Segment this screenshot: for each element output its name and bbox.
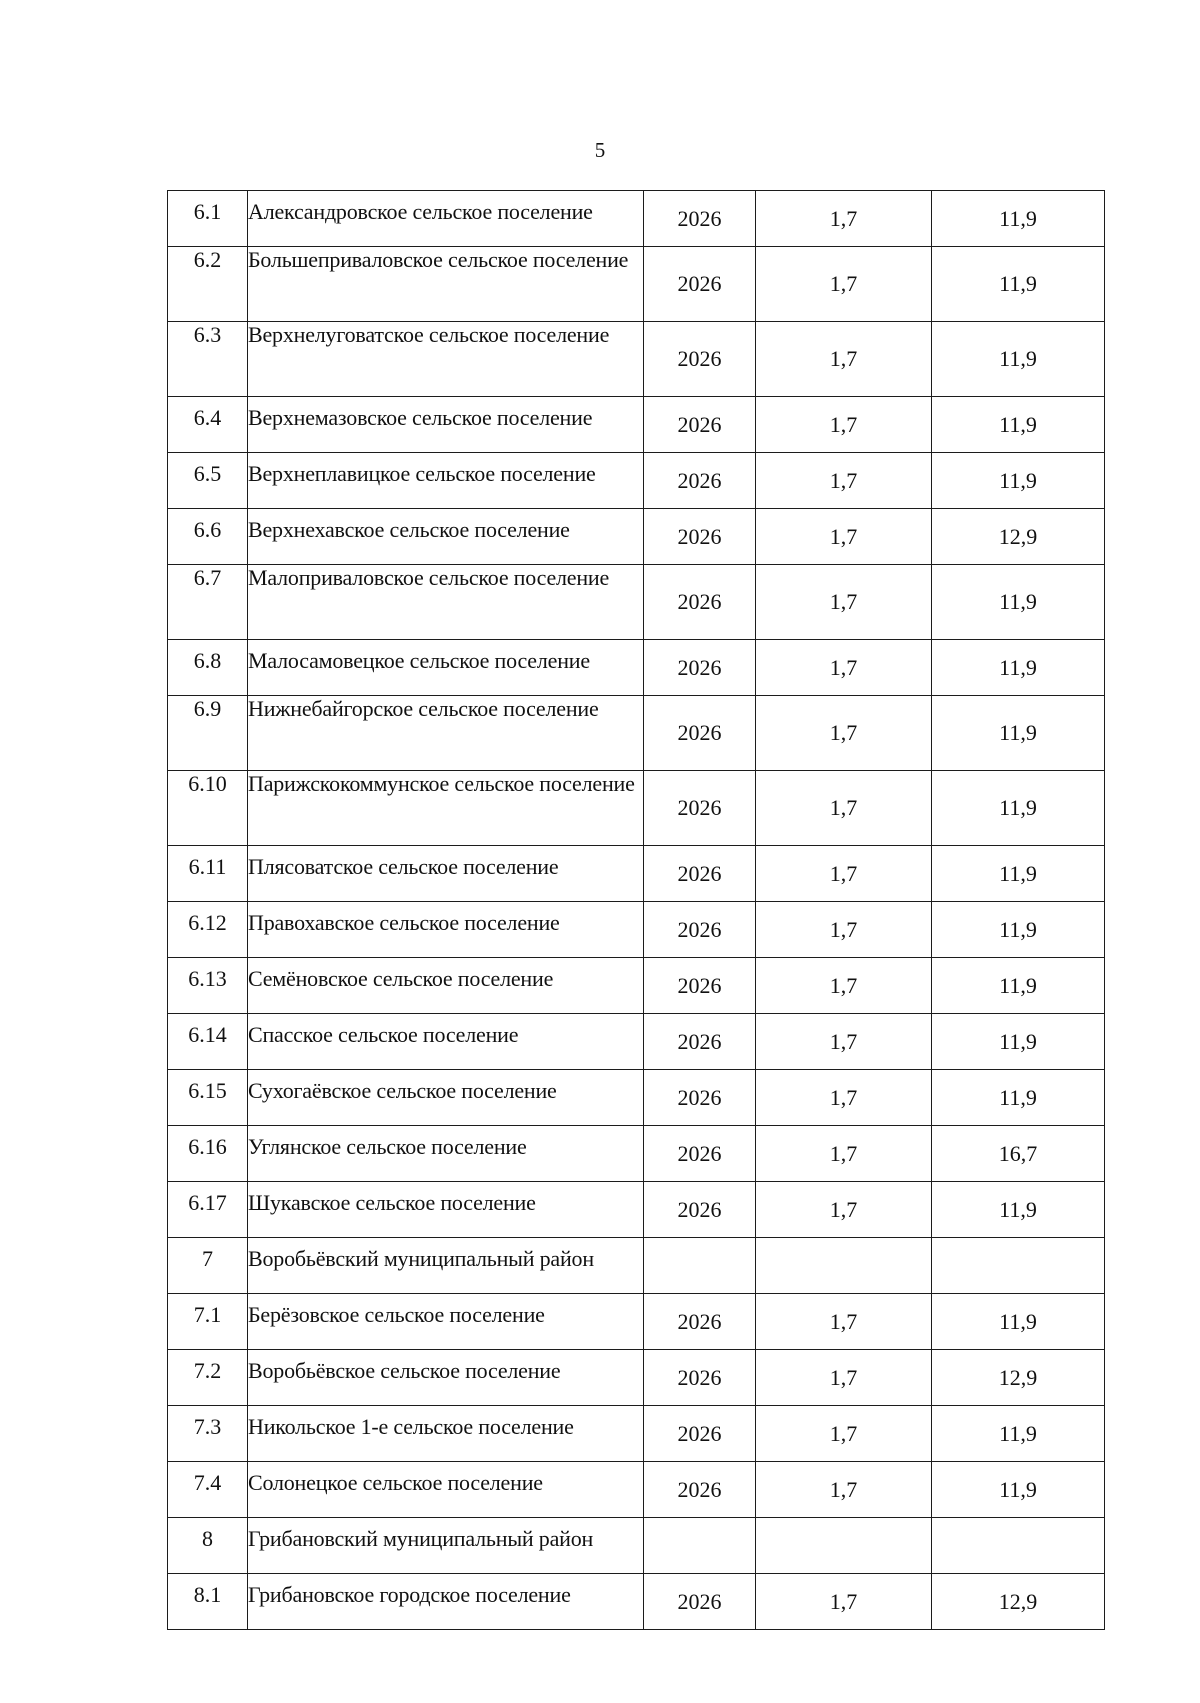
value-1-cell: 1,7: [756, 1406, 932, 1462]
year-cell: 2026: [644, 1406, 756, 1462]
settlement-name: Солонецкое сельское поселение: [248, 1462, 644, 1518]
year-cell: 2026: [644, 771, 756, 846]
row-number: 6.17: [168, 1182, 248, 1238]
settlement-name: Семёновское сельское поселение: [248, 958, 644, 1014]
table-row: [168, 1182, 1105, 1238]
row-number: 6.12: [168, 902, 248, 958]
value-1-cell: 1,7: [756, 509, 932, 565]
row-number: 6.10: [168, 771, 248, 846]
value-1-cell: 1,7: [756, 1350, 932, 1406]
settlements-table: [167, 190, 1105, 1630]
value-1-cell: 1,7: [756, 846, 932, 902]
table-row: [168, 1238, 1105, 1294]
value-2-cell: 16,7: [932, 1126, 1105, 1182]
page-number: 5: [594, 138, 606, 162]
year-cell: 2026: [644, 846, 756, 902]
value-1-cell: 1,7: [756, 640, 932, 696]
value-2-cell: 11,9: [932, 1294, 1105, 1350]
value-1-cell: 1,7: [756, 771, 932, 846]
value-1-cell: 1,7: [756, 1014, 932, 1070]
table-row: [168, 1574, 1105, 1630]
table-row: [168, 1518, 1105, 1574]
settlement-name: Шукавское сельское поселение: [248, 1182, 644, 1238]
settlement-name: Верхнелуговатское сельское поселение: [248, 322, 644, 397]
table-row: [168, 1126, 1105, 1182]
table-row: [168, 846, 1105, 902]
row-number: 7.3: [168, 1406, 248, 1462]
table-row: [168, 696, 1105, 771]
value-2-cell: 11,9: [932, 397, 1105, 453]
row-number: 6.8: [168, 640, 248, 696]
year-cell: 2026: [644, 1462, 756, 1518]
table-row: [168, 1070, 1105, 1126]
settlement-name: Парижскокоммунское сельское поселение: [248, 771, 644, 846]
table-row: [168, 771, 1105, 846]
value-1-cell: [756, 1518, 932, 1574]
value-2-cell: 12,9: [932, 509, 1105, 565]
value-2-cell: 11,9: [932, 1014, 1105, 1070]
settlement-name: Берёзовское сельское поселение: [248, 1294, 644, 1350]
settlement-name: Углянское сельское поселение: [248, 1126, 644, 1182]
row-number: 6.7: [168, 565, 248, 640]
value-1-cell: 1,7: [756, 397, 932, 453]
value-2-cell: 11,9: [932, 1462, 1105, 1518]
settlement-name: Большеприваловское сельское поселение: [248, 247, 644, 322]
value-2-cell: [932, 1518, 1105, 1574]
year-cell: 2026: [644, 1014, 756, 1070]
table-row: [168, 1294, 1105, 1350]
table-row: [168, 397, 1105, 453]
value-1-cell: 1,7: [756, 1182, 932, 1238]
value-2-cell: 11,9: [932, 640, 1105, 696]
value-1-cell: 1,7: [756, 958, 932, 1014]
value-2-cell: 11,9: [932, 453, 1105, 509]
row-number: 6.5: [168, 453, 248, 509]
year-cell: 2026: [644, 322, 756, 397]
value-2-cell: 11,9: [932, 322, 1105, 397]
value-2-cell: 11,9: [932, 565, 1105, 640]
year-cell: 2026: [644, 191, 756, 247]
table-body: [168, 191, 1105, 1630]
value-2-cell: 11,9: [932, 902, 1105, 958]
year-cell: 2026: [644, 1574, 756, 1630]
year-cell: 2026: [644, 247, 756, 322]
year-cell: [644, 1238, 756, 1294]
row-number: 6.14: [168, 1014, 248, 1070]
value-2-cell: 12,9: [932, 1350, 1105, 1406]
settlement-name: Сухогаёвское сельское поселение: [248, 1070, 644, 1126]
settlement-name: Спасское сельское поселение: [248, 1014, 644, 1070]
row-number: 6.3: [168, 322, 248, 397]
row-number: 6.1: [168, 191, 248, 247]
year-cell: 2026: [644, 902, 756, 958]
row-number: 6.9: [168, 696, 248, 771]
row-number: 6.2: [168, 247, 248, 322]
table-row: [168, 902, 1105, 958]
value-2-cell: [932, 1238, 1105, 1294]
value-1-cell: 1,7: [756, 191, 932, 247]
settlement-name: Верхнеплавицкое сельское поселение: [248, 453, 644, 509]
settlement-name: Плясоватское сельское поселение: [248, 846, 644, 902]
row-number: 6.4: [168, 397, 248, 453]
settlement-name: Малоприваловское сельское поселение: [248, 565, 644, 640]
value-2-cell: 11,9: [932, 696, 1105, 771]
value-1-cell: 1,7: [756, 322, 932, 397]
value-2-cell: 11,9: [932, 191, 1105, 247]
settlement-name: Воробьёвское сельское поселение: [248, 1350, 644, 1406]
settlement-name: Верхнехавское сельское поселение: [248, 509, 644, 565]
year-cell: [644, 1518, 756, 1574]
row-number: 6.11: [168, 846, 248, 902]
value-2-cell: 11,9: [932, 1182, 1105, 1238]
value-1-cell: 1,7: [756, 902, 932, 958]
settlement-name: Грибановский муниципальный район: [248, 1518, 644, 1574]
table-row: [168, 509, 1105, 565]
row-number: 7.4: [168, 1462, 248, 1518]
row-number: 6.15: [168, 1070, 248, 1126]
year-cell: 2026: [644, 1350, 756, 1406]
value-2-cell: 11,9: [932, 846, 1105, 902]
value-2-cell: 12,9: [932, 1574, 1105, 1630]
value-1-cell: [756, 1238, 932, 1294]
row-number: 8: [168, 1518, 248, 1574]
value-1-cell: 1,7: [756, 1294, 932, 1350]
row-number: 6.16: [168, 1126, 248, 1182]
settlement-name: Грибановское городское поселение: [248, 1574, 644, 1630]
year-cell: 2026: [644, 1294, 756, 1350]
row-number: 8.1: [168, 1574, 248, 1630]
year-cell: 2026: [644, 1070, 756, 1126]
row-number: 6.13: [168, 958, 248, 1014]
settlement-name: Нижнебайгорское сельское поселение: [248, 696, 644, 771]
row-number: 7: [168, 1238, 248, 1294]
value-1-cell: 1,7: [756, 1574, 932, 1630]
row-number: 7.2: [168, 1350, 248, 1406]
year-cell: 2026: [644, 509, 756, 565]
year-cell: 2026: [644, 1182, 756, 1238]
settlement-name: Воробьёвский муниципальный район: [248, 1238, 644, 1294]
value-2-cell: 11,9: [932, 771, 1105, 846]
value-1-cell: 1,7: [756, 1126, 932, 1182]
table-row: [168, 1350, 1105, 1406]
value-1-cell: 1,7: [756, 453, 932, 509]
settlement-name: Никольское 1-е сельское поселение: [248, 1406, 644, 1462]
table-row: [168, 453, 1105, 509]
row-number: 6.6: [168, 509, 248, 565]
table-row: [168, 565, 1105, 640]
value-1-cell: 1,7: [756, 565, 932, 640]
year-cell: 2026: [644, 565, 756, 640]
table-row: [168, 958, 1105, 1014]
value-2-cell: 11,9: [932, 958, 1105, 1014]
value-1-cell: 1,7: [756, 247, 932, 322]
value-2-cell: 11,9: [932, 1406, 1105, 1462]
table-row: [168, 1014, 1105, 1070]
table-row: [168, 1406, 1105, 1462]
table-row: [168, 1462, 1105, 1518]
year-cell: 2026: [644, 958, 756, 1014]
table-row: [168, 322, 1105, 397]
year-cell: 2026: [644, 397, 756, 453]
year-cell: 2026: [644, 1126, 756, 1182]
table-row: [168, 640, 1105, 696]
settlement-name: Правохавское сельское поселение: [248, 902, 644, 958]
settlement-name: Малосамовецкое сельское поселение: [248, 640, 644, 696]
value-1-cell: 1,7: [756, 1070, 932, 1126]
value-1-cell: 1,7: [756, 696, 932, 771]
value-2-cell: 11,9: [932, 1070, 1105, 1126]
row-number: 7.1: [168, 1294, 248, 1350]
year-cell: 2026: [644, 640, 756, 696]
table-row: [168, 191, 1105, 247]
table-row: [168, 247, 1105, 322]
settlement-name: Верхнемазовское сельское поселение: [248, 397, 644, 453]
value-2-cell: 11,9: [932, 247, 1105, 322]
settlement-name: Александровское сельское поселение: [248, 191, 644, 247]
year-cell: 2026: [644, 453, 756, 509]
value-1-cell: 1,7: [756, 1462, 932, 1518]
year-cell: 2026: [644, 696, 756, 771]
